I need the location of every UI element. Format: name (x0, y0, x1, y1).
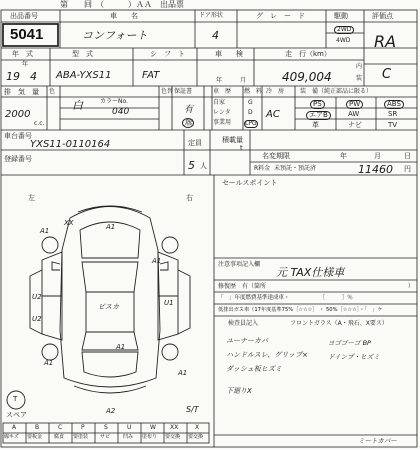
chassis-label: 車台番号 (4, 132, 32, 140)
emission-line: 低排出ガス車（17年度基準75%［☆☆☆］ ・ 50%［☆☆☆］・「 」ケ (218, 307, 383, 313)
year-label: 年 式 (12, 50, 33, 58)
windshield-label: フロントガラス（A・飛石、X要ス） (290, 320, 388, 327)
inspector-note-right: ヨゴゴーゴ BP (328, 339, 371, 347)
recycle-amount: 11460 (358, 163, 393, 176)
ac-label: 冷 房 (266, 88, 285, 95)
legend-meaning: 凹み (123, 434, 134, 440)
inspector-note: ダッシュ板ヒズミ (226, 365, 282, 373)
registration-label: 登録番号 (4, 155, 32, 163)
legend-code: C (58, 424, 63, 431)
usage-business: 事業用 (213, 119, 232, 126)
repair-label: 修復歴 有（箇所 (218, 283, 267, 290)
car-windshield (82, 262, 138, 292)
wheel-right-front (162, 237, 178, 253)
legend-meaning: 要交換 (165, 434, 181, 440)
sheet-title-partial: 第 回 （ ）ＡＡ 出品票 (60, 0, 184, 9)
model-code: ABA-YXS11 (56, 70, 112, 81)
legend-code: A (12, 424, 17, 431)
damage-mark: A1 (178, 369, 188, 377)
drive-2wd-option: 2WD (334, 26, 354, 34)
color-code-label: カラーNo. (100, 98, 128, 105)
name-change-year: 年 (340, 152, 347, 160)
fuel-d: D (248, 109, 253, 116)
equipment-label: 装 備（純正部品に限る） (300, 88, 373, 95)
usage-rental: レンタ (213, 109, 231, 116)
equip-pw: PW (346, 100, 363, 109)
shift-label: シ フ ト (150, 50, 185, 58)
sales-point-label: セールスポイント (222, 179, 278, 187)
load-unit: t (240, 144, 243, 152)
inspector-note: ユーナーカバ (226, 337, 268, 345)
year-prefix: 年 (22, 61, 29, 68)
fuel-lpg: LPG (245, 120, 257, 127)
fuel-g: G (248, 99, 253, 106)
legend-code: P (81, 424, 85, 431)
lot-number: 5041 (10, 26, 44, 43)
inspector-note: ハンドルスレ、グリップ× (226, 351, 308, 359)
legend-meaning: 要交換 (188, 434, 204, 440)
warranty-no: 無 (184, 118, 192, 127)
eval-label: 評価点 (372, 12, 393, 20)
equip-airbag: エアB (306, 111, 331, 120)
damage-mark: A1 (116, 343, 126, 351)
spare-tire-letter: T (13, 395, 18, 403)
legend-code: X (195, 424, 200, 431)
wheel-left-rear (42, 344, 58, 360)
fuel-label: 燃 料 (244, 88, 263, 95)
legend-meaning: サビ (100, 434, 111, 440)
legend-meaning: 線キズ (4, 434, 19, 440)
damage-mark: A2 (106, 407, 116, 415)
damage-mark: A1 (106, 223, 116, 231)
drive-4wd-option: 4WD (336, 37, 351, 44)
left-side-profile (30, 270, 42, 334)
recycle-label: R料金 (254, 165, 271, 172)
damage-mark: A1 (40, 227, 50, 235)
displacement-unit: c.c. (34, 120, 45, 127)
diagram-left-label: 左 (28, 194, 35, 202)
damage-mark: A1 (44, 359, 54, 367)
equip-leather: 革 (312, 121, 319, 129)
ac-value: AC (266, 109, 280, 120)
model-name: コンフォート (82, 29, 148, 42)
damage-mark: U2 (32, 293, 42, 301)
damage-mark: A1 (152, 257, 162, 265)
car-rear-glass (82, 332, 138, 350)
name-change-day: 日 (404, 152, 411, 160)
drive-label: 駆動 (334, 12, 348, 20)
notes-label: 注意事項記入欄 (218, 261, 261, 268)
color-code: 040 (112, 107, 130, 117)
equip-sr: SR (388, 110, 398, 118)
load-label: 積載量 (222, 136, 243, 144)
chassis-number: YXS11-0110164 (30, 139, 111, 150)
inspector-note: 下廻りX (226, 387, 252, 395)
model-code-label: 型 式 (72, 50, 93, 58)
capacity-unit: 人 (200, 162, 207, 170)
car-body-outline (60, 207, 160, 388)
spare-label: スペア (6, 411, 27, 419)
car-trunk (82, 352, 138, 377)
usage-label: 車 歴 (213, 88, 232, 95)
equip-navi: ナビ (348, 121, 362, 129)
right-side-profile (178, 270, 190, 334)
lot-number-label: 出品番号 (10, 12, 38, 20)
legend-code: B (35, 424, 40, 431)
bottom-note: ミートカバー (358, 437, 397, 445)
equip-abs: ABS (384, 100, 404, 109)
recycle-status: 未預託・預託済 (274, 165, 317, 172)
capacity-label: 定員 (188, 139, 202, 147)
diagram-right-label: 右 (186, 194, 193, 202)
taxi-note: 元 TAX仕様車 (276, 266, 345, 279)
mileage-label: 走 行（km） (285, 50, 331, 58)
name-change-month: 月 (374, 152, 381, 160)
warranty-label: 保証書 (174, 88, 193, 95)
legend-code: XX (170, 424, 179, 431)
recycle-unit: 円 (404, 165, 411, 173)
equip-aw: AW (348, 110, 360, 118)
equip-ps: PS (310, 100, 325, 109)
year-value: 19 (6, 70, 20, 83)
legend-code: W (150, 424, 156, 431)
legend-meaning: 腐食 (54, 434, 65, 440)
warranty-yes: 有 (184, 105, 194, 115)
inspection-month-unit: 月 (240, 77, 247, 84)
damage-mark: U2 (32, 315, 42, 323)
wheel-right-rear (162, 344, 178, 360)
repair-close: ） (408, 283, 415, 290)
interior-label-b: 装 (356, 75, 363, 82)
mileage-value: 409,004 (282, 70, 332, 84)
inspector-note-right: ドインプ・ヒズミ (328, 353, 380, 361)
legend-code: U (127, 424, 132, 431)
damage-mark: ピスカ (98, 303, 119, 311)
month-value: 4 (30, 70, 37, 83)
doors-label: ドア形状 (199, 12, 223, 19)
damage-mark: S/T (186, 405, 199, 414)
capacity-value: 5 (188, 159, 195, 172)
doors-value: 4 (212, 29, 219, 42)
interior-grade: C (382, 67, 392, 82)
damage-mark: U1 (164, 299, 174, 307)
legend-meaning: 要板金 (27, 434, 43, 440)
inspection-label: 車 検 (215, 50, 243, 58)
equip-tv: TV (388, 121, 398, 129)
car-roof (86, 292, 134, 332)
color-change-label: 色替 (161, 88, 174, 95)
wheel-left-front (42, 237, 58, 253)
interior-label-a: 内 (356, 63, 363, 70)
name-change-label: 名変期限 (262, 152, 290, 160)
legend-meaning: 要塗装 (73, 434, 89, 440)
legend-code: S (104, 424, 108, 431)
displacement-label: 排 気 量 (4, 88, 39, 96)
color-value: 白 (72, 99, 83, 112)
damage-mark: XX (64, 219, 74, 227)
usage-private: 自家 (213, 99, 226, 106)
color-label: 色 (49, 88, 56, 95)
eval-score: RA (374, 32, 397, 51)
left-mirror (52, 262, 60, 270)
grade-label: グ レ ー ド (256, 12, 305, 20)
fuel-efficiency-line: 「 」年度燃費基準達成車・ ［ ］％ (218, 295, 353, 301)
legend-meaning: 塗布り (142, 434, 158, 440)
inspection-year-unit: 年 (216, 77, 223, 84)
model-label: 車 名 (110, 12, 138, 20)
inspector-label: 検査員記入 (228, 320, 259, 327)
displacement-value: 2000 (5, 109, 31, 120)
shift-value: FAT (142, 70, 160, 81)
